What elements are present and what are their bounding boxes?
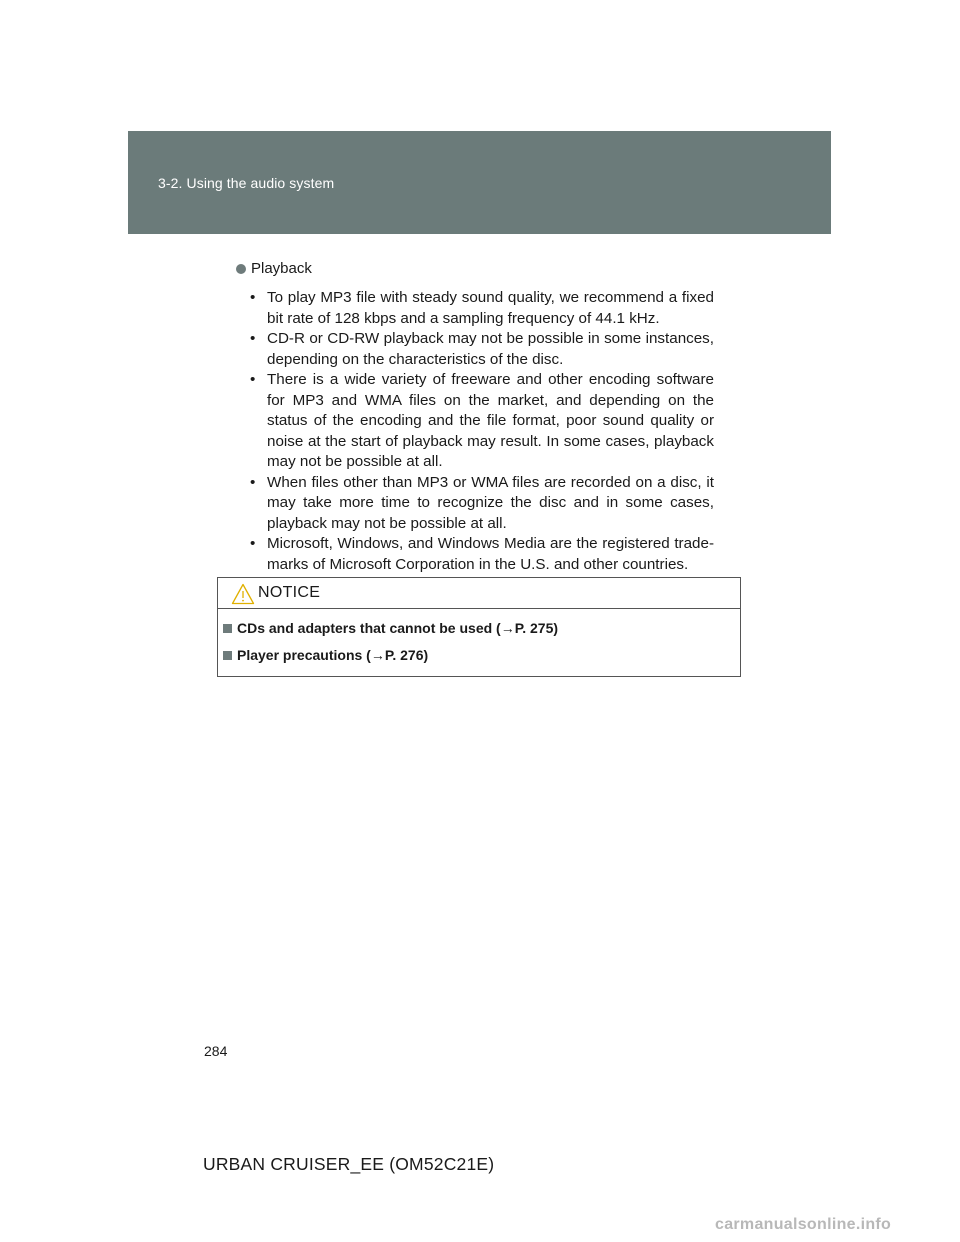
page-number: 284 xyxy=(204,1043,228,1059)
section-header-band xyxy=(128,131,831,234)
list-item xyxy=(250,329,714,370)
bullet-dot: • xyxy=(250,535,256,552)
notice-item-text: Player precautions (→P. 276) xyxy=(237,647,429,663)
playback-heading-text: Playback xyxy=(251,260,312,277)
list-item xyxy=(250,534,714,575)
list-item-text: CD-R or CD-RW playback may not be possible in some instances, depending on the characteristics of the disc. xyxy=(267,330,714,368)
bullet-dot: • xyxy=(250,330,256,347)
notice-title: NOTICE xyxy=(258,584,321,601)
section-title: 3-2. Using the audio system xyxy=(158,175,335,191)
list-item xyxy=(223,620,558,636)
list-item-text: When files other than MP3 or WMA files are recorded on a disc, it may take more time to recognize the disc and in some cases, playback may not be possible at all. xyxy=(267,473,714,532)
list-item xyxy=(250,370,714,473)
watermark: carmanualsonline.info xyxy=(715,1216,892,1233)
list-item-text: Microsoft, Windows, and Windows Media are the registered trade-marks of Microsoft Corporation in the U.S. and other countries. xyxy=(267,535,714,573)
notice-item-text: CDs and adapters that cannot be used (→P. 275) xyxy=(237,620,559,636)
square-bullet-icon xyxy=(223,651,232,660)
list-item xyxy=(250,288,714,329)
playback-heading xyxy=(236,260,312,278)
document-code: URBAN CRUISER_EE (OM52C21E) xyxy=(203,1154,495,1174)
warning-triangle-icon xyxy=(231,583,255,605)
playback-bullet-list xyxy=(250,288,714,575)
bullet-dot: • xyxy=(250,371,256,388)
square-bullet-icon xyxy=(223,624,232,633)
notice-list xyxy=(223,620,558,674)
list-item xyxy=(223,647,558,663)
notice-box xyxy=(217,577,741,677)
circle-bullet-icon xyxy=(236,264,246,274)
bullet-dot: • xyxy=(250,473,256,491)
list-item-text: There is a wide variety of freeware and other encoding software for MP3 and WMA files on the market, and depending on the status of the encoding and the file format, poor sound quality or noise at the start of playback may result. In some cases, playback may not be possible at all. xyxy=(267,371,714,470)
notice-header xyxy=(218,578,740,609)
bullet-dot: • xyxy=(250,289,256,306)
list-item-text: To play MP3 file with steady sound quality, we recommend a fixed bit rate of 128 kbps and a sampling frequency of 44.1 kHz. xyxy=(267,289,714,327)
list-item xyxy=(250,473,714,535)
